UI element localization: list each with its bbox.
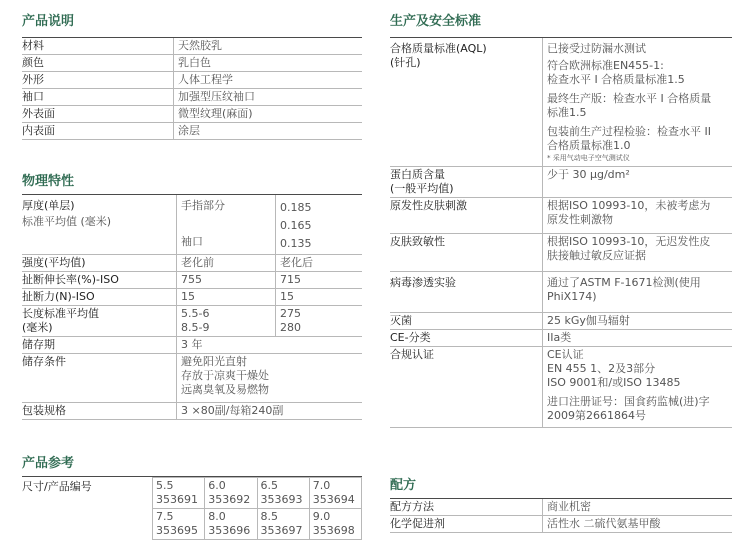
table-row <box>390 198 732 234</box>
aql-line-2a: 符合欧洲标准EN455-1: <box>547 59 664 72</box>
sterilization-value: 25 kGy伽马辐射 <box>543 313 733 330</box>
finger-label: 手指部分 <box>181 199 225 212</box>
length-after-1: 275 <box>280 307 301 320</box>
size-code-label: 尺寸/产品编号 <box>22 480 92 493</box>
length-after-2: 280 <box>280 321 301 334</box>
row-label: 外形 <box>22 72 174 89</box>
storage-line-2: 存放于凉爽干燥处 <box>181 369 269 382</box>
table-row <box>22 72 362 89</box>
length-before-1: 5.5-6 <box>181 307 210 320</box>
shelf-label: 储存期 <box>22 337 177 354</box>
size-grid <box>152 477 362 540</box>
table-row <box>22 195 362 255</box>
aql-line-4b: 合格质量标准1.0 <box>547 139 631 152</box>
table-row <box>153 509 362 540</box>
irritation-line-1: 根据ISO 10993-10，未被考虑为 <box>547 199 711 212</box>
table-row <box>153 478 362 509</box>
irritation-line-2: 原发性刺激物 <box>547 213 613 226</box>
row-label: 袖口 <box>22 89 174 106</box>
cert-line-4a: 进口注册证号：国食药监械(进)字 <box>547 395 710 408</box>
size-cell: 7.5 353695 <box>153 509 205 540</box>
table-row <box>390 330 732 347</box>
aql-line-2b: 检查水平 I 合格质量标准1.5 <box>547 73 685 86</box>
before-aging-header: 老化前 <box>177 255 276 272</box>
formula-method-label: 配方方法 <box>390 499 543 516</box>
table-row <box>22 403 362 420</box>
package-label: 包装规格 <box>22 403 177 420</box>
safety-title: 生产及安全标准 <box>390 14 482 29</box>
elongation-label: 扯断伸长率(%)-ISO <box>22 272 177 289</box>
aql-label: 合格质量标准(AQL) <box>390 42 487 55</box>
table-row <box>22 55 362 72</box>
sensitization-line-1: 根据ISO 10993-10，无迟发性皮 <box>547 235 711 248</box>
sensitization-label: 皮肤致敏性 <box>390 234 543 272</box>
aql-sub-label: (针孔) <box>390 56 421 69</box>
row-value: 乳白色 <box>174 55 363 72</box>
size-cell: 9.0 353698 <box>309 509 361 540</box>
product-desc-table <box>22 38 362 140</box>
table-row <box>22 289 362 306</box>
table-row <box>22 306 362 337</box>
cuff-label: 袖口 <box>181 235 203 248</box>
table-row <box>22 106 362 123</box>
protein-sub-label: (一般平均值) <box>390 182 454 195</box>
row-label: 内表面 <box>22 123 174 140</box>
force-after: 15 <box>276 289 363 306</box>
safety-table <box>390 38 732 428</box>
formula-method-value: 商业机密 <box>543 499 733 516</box>
table-row <box>390 38 732 167</box>
elongation-before: 755 <box>177 272 276 289</box>
table-row <box>390 272 732 313</box>
formula-table <box>390 499 732 533</box>
ce-value: IIa类 <box>543 330 733 347</box>
package-value: 3 ×80副/每箱240副 <box>177 403 363 420</box>
virus-label: 病毒渗透实验 <box>390 272 543 313</box>
row-label: 颜色 <box>22 55 174 72</box>
cert-line-4b: 2009第2661864号 <box>547 409 646 422</box>
thickness-finger-value: 0.185 <box>280 201 312 214</box>
storage-line-3: 远离臭氧及易燃物 <box>181 383 269 396</box>
size-cell: 7.0 353694 <box>309 478 361 509</box>
virus-line-2: PhiX174) <box>547 290 597 303</box>
aql-line-3a: 最终生产版：检查水平 I 合格质量 <box>547 92 712 105</box>
table-row <box>22 255 362 272</box>
thickness-mid-value: 0.165 <box>280 219 312 232</box>
table-row <box>22 354 362 403</box>
cert-line-2: EN 455 1、2及3部分 <box>547 362 656 375</box>
thickness-label: 厚度(单层) <box>22 199 75 212</box>
force-label: 扯断力(N)-ISO <box>22 289 177 306</box>
size-cell: 6.0 353692 <box>205 478 257 509</box>
length-unit-label: (毫米) <box>22 321 53 334</box>
size-cell: 8.5 353697 <box>257 509 309 540</box>
size-cell: 6.5 353693 <box>257 478 309 509</box>
table-row <box>390 347 732 428</box>
strength-label: 强度(平均值) <box>22 255 177 272</box>
formula-title: 配方 <box>390 478 417 493</box>
table-row <box>22 89 362 106</box>
row-value: 天然胶乳 <box>174 38 363 55</box>
aql-line-3b: 标准1.5 <box>547 106 587 119</box>
size-cell: 5.5 353691 <box>153 478 205 509</box>
physical-title: 物理特性 <box>22 174 75 189</box>
shelf-value: 3 年 <box>177 337 363 354</box>
table-row <box>22 272 362 289</box>
elongation-after: 715 <box>276 272 363 289</box>
cert-line-3: ISO 9001和/或ISO 13485 <box>547 376 681 389</box>
row-label: 外表面 <box>22 106 174 123</box>
thickness-cuff-value: 0.135 <box>280 237 312 250</box>
row-value: 加强型压纹袖口 <box>174 89 363 106</box>
ce-label: CE-分类 <box>390 330 543 347</box>
table-row <box>22 337 362 354</box>
reference-title: 产品参考 <box>22 456 75 471</box>
size-cell: 8.0 353696 <box>205 509 257 540</box>
irritation-label: 原发性皮肤刺激 <box>390 198 543 234</box>
table-row <box>390 167 732 198</box>
after-aging-header: 老化后 <box>276 255 363 272</box>
row-value: 微型纹理(麻面) <box>174 106 363 123</box>
virus-line-1: 通过了ASTM F-1671检测(使用 <box>547 276 701 289</box>
aql-line-1: 已接受过防漏水测试 <box>547 42 646 55</box>
protein-value: 少于 30 μg/dm² <box>543 167 733 198</box>
storage-line-1: 避免阳光直射 <box>181 355 247 368</box>
table-row <box>390 499 732 516</box>
physical-table <box>22 195 362 420</box>
table-row <box>22 38 362 55</box>
cert-line-1: CE认证 <box>547 348 584 361</box>
table-row <box>390 313 732 330</box>
accelerator-value: 活性水 二硫代氨基甲酸 <box>543 516 733 533</box>
protein-label: 蛋白质含量 <box>390 168 445 181</box>
aql-note: * 采用气动电子空气测试仪 <box>547 154 630 162</box>
table-row <box>390 234 732 272</box>
cert-label: 合规认证 <box>390 347 543 428</box>
row-label: 材料 <box>22 38 174 55</box>
sensitization-line-2: 肤接触过敏反应证据 <box>547 249 646 262</box>
storage-label: 储存条件 <box>22 354 177 403</box>
table-row <box>390 516 732 533</box>
table-row <box>22 123 362 140</box>
row-value: 涂层 <box>174 123 363 140</box>
sterilization-label: 灭菌 <box>390 313 543 330</box>
aql-line-4a: 包装前生产过程检验：检查水平 II <box>547 125 711 138</box>
row-value: 人体工程学 <box>174 72 363 89</box>
length-before-2: 8.5-9 <box>181 321 210 334</box>
product-desc-title: 产品说明 <box>22 14 75 29</box>
length-label: 长度标准平均值 <box>22 307 99 320</box>
thickness-sub-label: 标准平均值 (毫米) <box>22 215 112 228</box>
force-before: 15 <box>177 289 276 306</box>
accelerator-label: 化学促进剂 <box>390 516 543 533</box>
